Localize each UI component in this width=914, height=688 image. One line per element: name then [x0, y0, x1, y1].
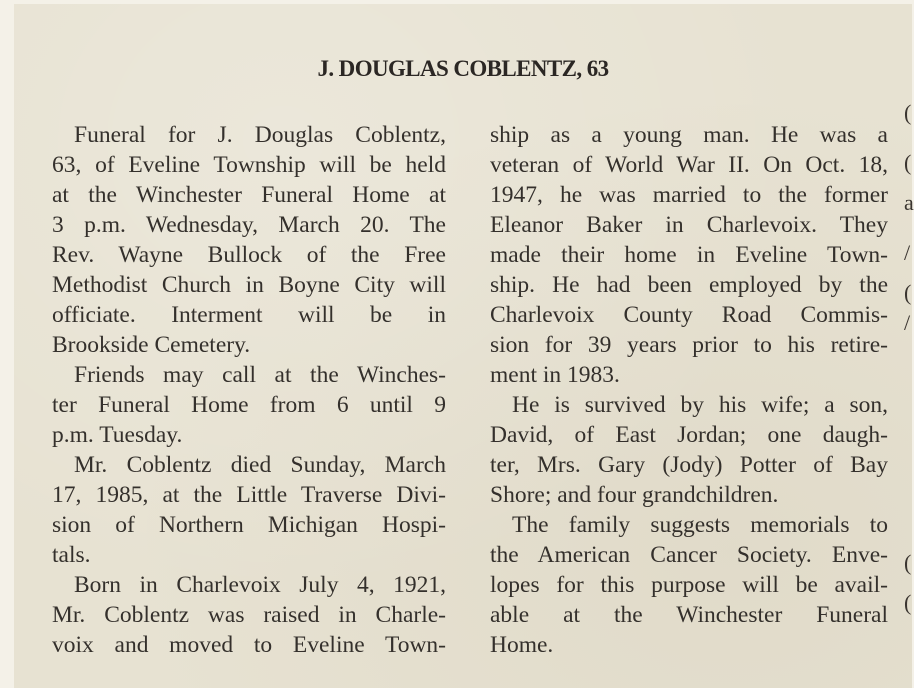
text-line: lopes for this purpose will be avail- [490, 572, 888, 598]
text-line: Brookside Cemetery. [52, 332, 251, 358]
article-column-left [52, 120, 446, 660]
text-line: sion of Northern Michigan Hospi- [52, 512, 446, 538]
text-line: voix and moved to Eveline Town- [52, 632, 446, 658]
obituary-headline: J. DOUGLAS COBLENTZ, 63 [317, 56, 609, 81]
text-line: David, of East Jordan; one daugh- [490, 422, 888, 448]
text-line: ment in 1983. [490, 362, 620, 388]
article-column-right [490, 120, 888, 660]
text-line: Eleanor Baker in Charlevoix. They [490, 212, 888, 238]
adjacent-column-edge: ( ( a / ( / ( ( [904, 100, 914, 615]
text-line: sion for 39 years prior to his retire- [490, 332, 888, 358]
text-line: Funeral for J. Douglas Coblentz, [74, 122, 446, 148]
text-line: the American Cancer Society. Enve- [490, 542, 888, 568]
text-line: 1947, he was married to the former [490, 182, 888, 208]
text-line: Friends may call at the Winches- [74, 362, 446, 388]
text-line: 3 p.m. Wednesday, March 20. The [52, 212, 446, 238]
text-line: Charlevoix County Road Commis- [490, 302, 888, 328]
text-line: at the Winchester Funeral Home at [52, 182, 446, 208]
text-line: officiate. Interment will be in [52, 302, 446, 328]
newspaper-clipping [14, 4, 912, 688]
text-line: Mr. Coblentz died Sunday, March [74, 452, 446, 478]
text-line: Home. [490, 632, 554, 658]
text-line: Mr. Coblentz was raised in Charle- [52, 602, 446, 628]
text-line: Methodist Church in Boyne City will [52, 272, 446, 298]
text-line: able at the Winchester Funeral [490, 602, 888, 628]
text-line: Born in Charlevoix July 4, 1921, [74, 572, 446, 598]
text-line: Shore; and four grandchildren. [490, 482, 779, 508]
text-line: Rev. Wayne Bullock of the Free [52, 242, 446, 268]
text-line: He is survived by his wife; a son, [512, 392, 888, 418]
text-line: p.m. Tuesday. [52, 422, 183, 448]
text-line: ter Funeral Home from 6 until 9 [52, 392, 446, 418]
text-line: The family suggests memorials to [512, 512, 888, 538]
text-line: tals. [52, 542, 91, 568]
text-line: ship as a young man. He was a [490, 122, 888, 148]
text-line: 63, of Eveline Township will be held [52, 152, 446, 178]
text-line: veteran of World War II. On Oct. 18, [490, 152, 888, 178]
text-line: 17, 1985, at the Little Traverse Divi- [52, 482, 446, 508]
text-line: ship. He had been employed by the [490, 272, 888, 298]
text-line: made their home in Eveline Town- [490, 242, 888, 268]
text-line: ter, Mrs. Gary (Jody) Potter of Bay [490, 452, 888, 478]
